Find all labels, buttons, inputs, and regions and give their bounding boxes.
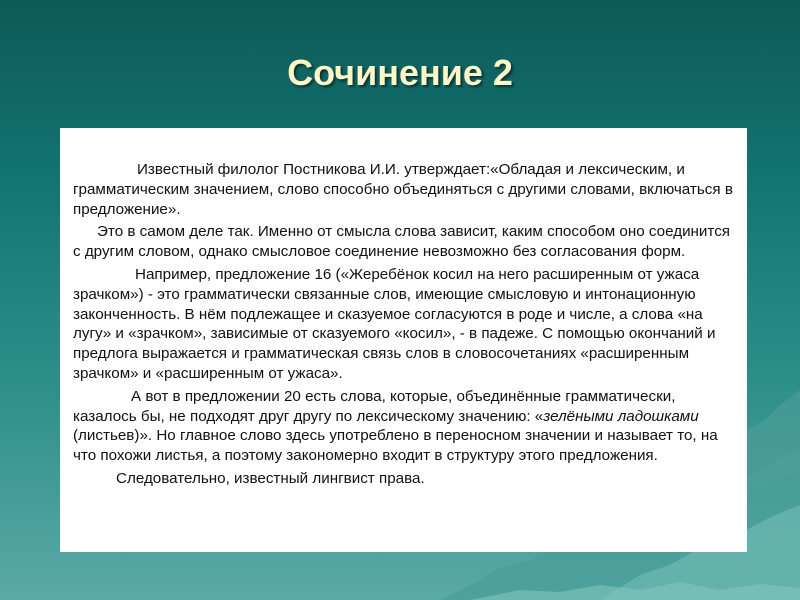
paragraph-5: Следовательно, известный лингвист права. [116, 469, 425, 487]
slide-title: Сочинение 2 [287, 52, 513, 93]
paragraph-4-italic-phrase: зелёными ладошками [543, 407, 699, 425]
paragraph-1: Известный филолог Постникова И.И. утверждает:«Обладая и лексическим, и грамматическим значением, слово способно объединяться с другими словами, включаться в предложение». [73, 161, 733, 218]
paragraph-3: Например, предложение 16 («Жеребёнок косил на него расширенным от ужаса зрачком») - это грамматически связанные слов, имеющие смысловую и интонационную законченность. В нём подлежащее и сказуемое согласуются в роде и числе, а слова «на лугу» и «зрачком», зависимые от сказуемого «косил», - в падеже. С помощью окончаний и предлога выражается и грамматическая связь слов в словосочетаниях «расширенным зрачком» и «расширенным от ужаса». [73, 265, 716, 382]
paragraph-4-before: А вот в предложении 20 есть слова, которые, объединённые грамматически, казалось бы, не подходят друг другу по лексическому значению: « [73, 387, 676, 425]
text-panel [60, 128, 747, 552]
paragraph-4 [73, 387, 735, 466]
essay-text [73, 160, 735, 492]
paragraph-2: Это в самом деле так. Именно от смысла слова зависит, каким способом оно соединится с другим словом, однако смысловое соединение невозможно без согласования форм. [73, 223, 731, 261]
paragraph-4-after: (листьев)». Но главное слово здесь употреблено в переносном значении и называет то, на что похожи листья, а поэтому закономерно входит в структуру этого предложения. [73, 427, 718, 465]
